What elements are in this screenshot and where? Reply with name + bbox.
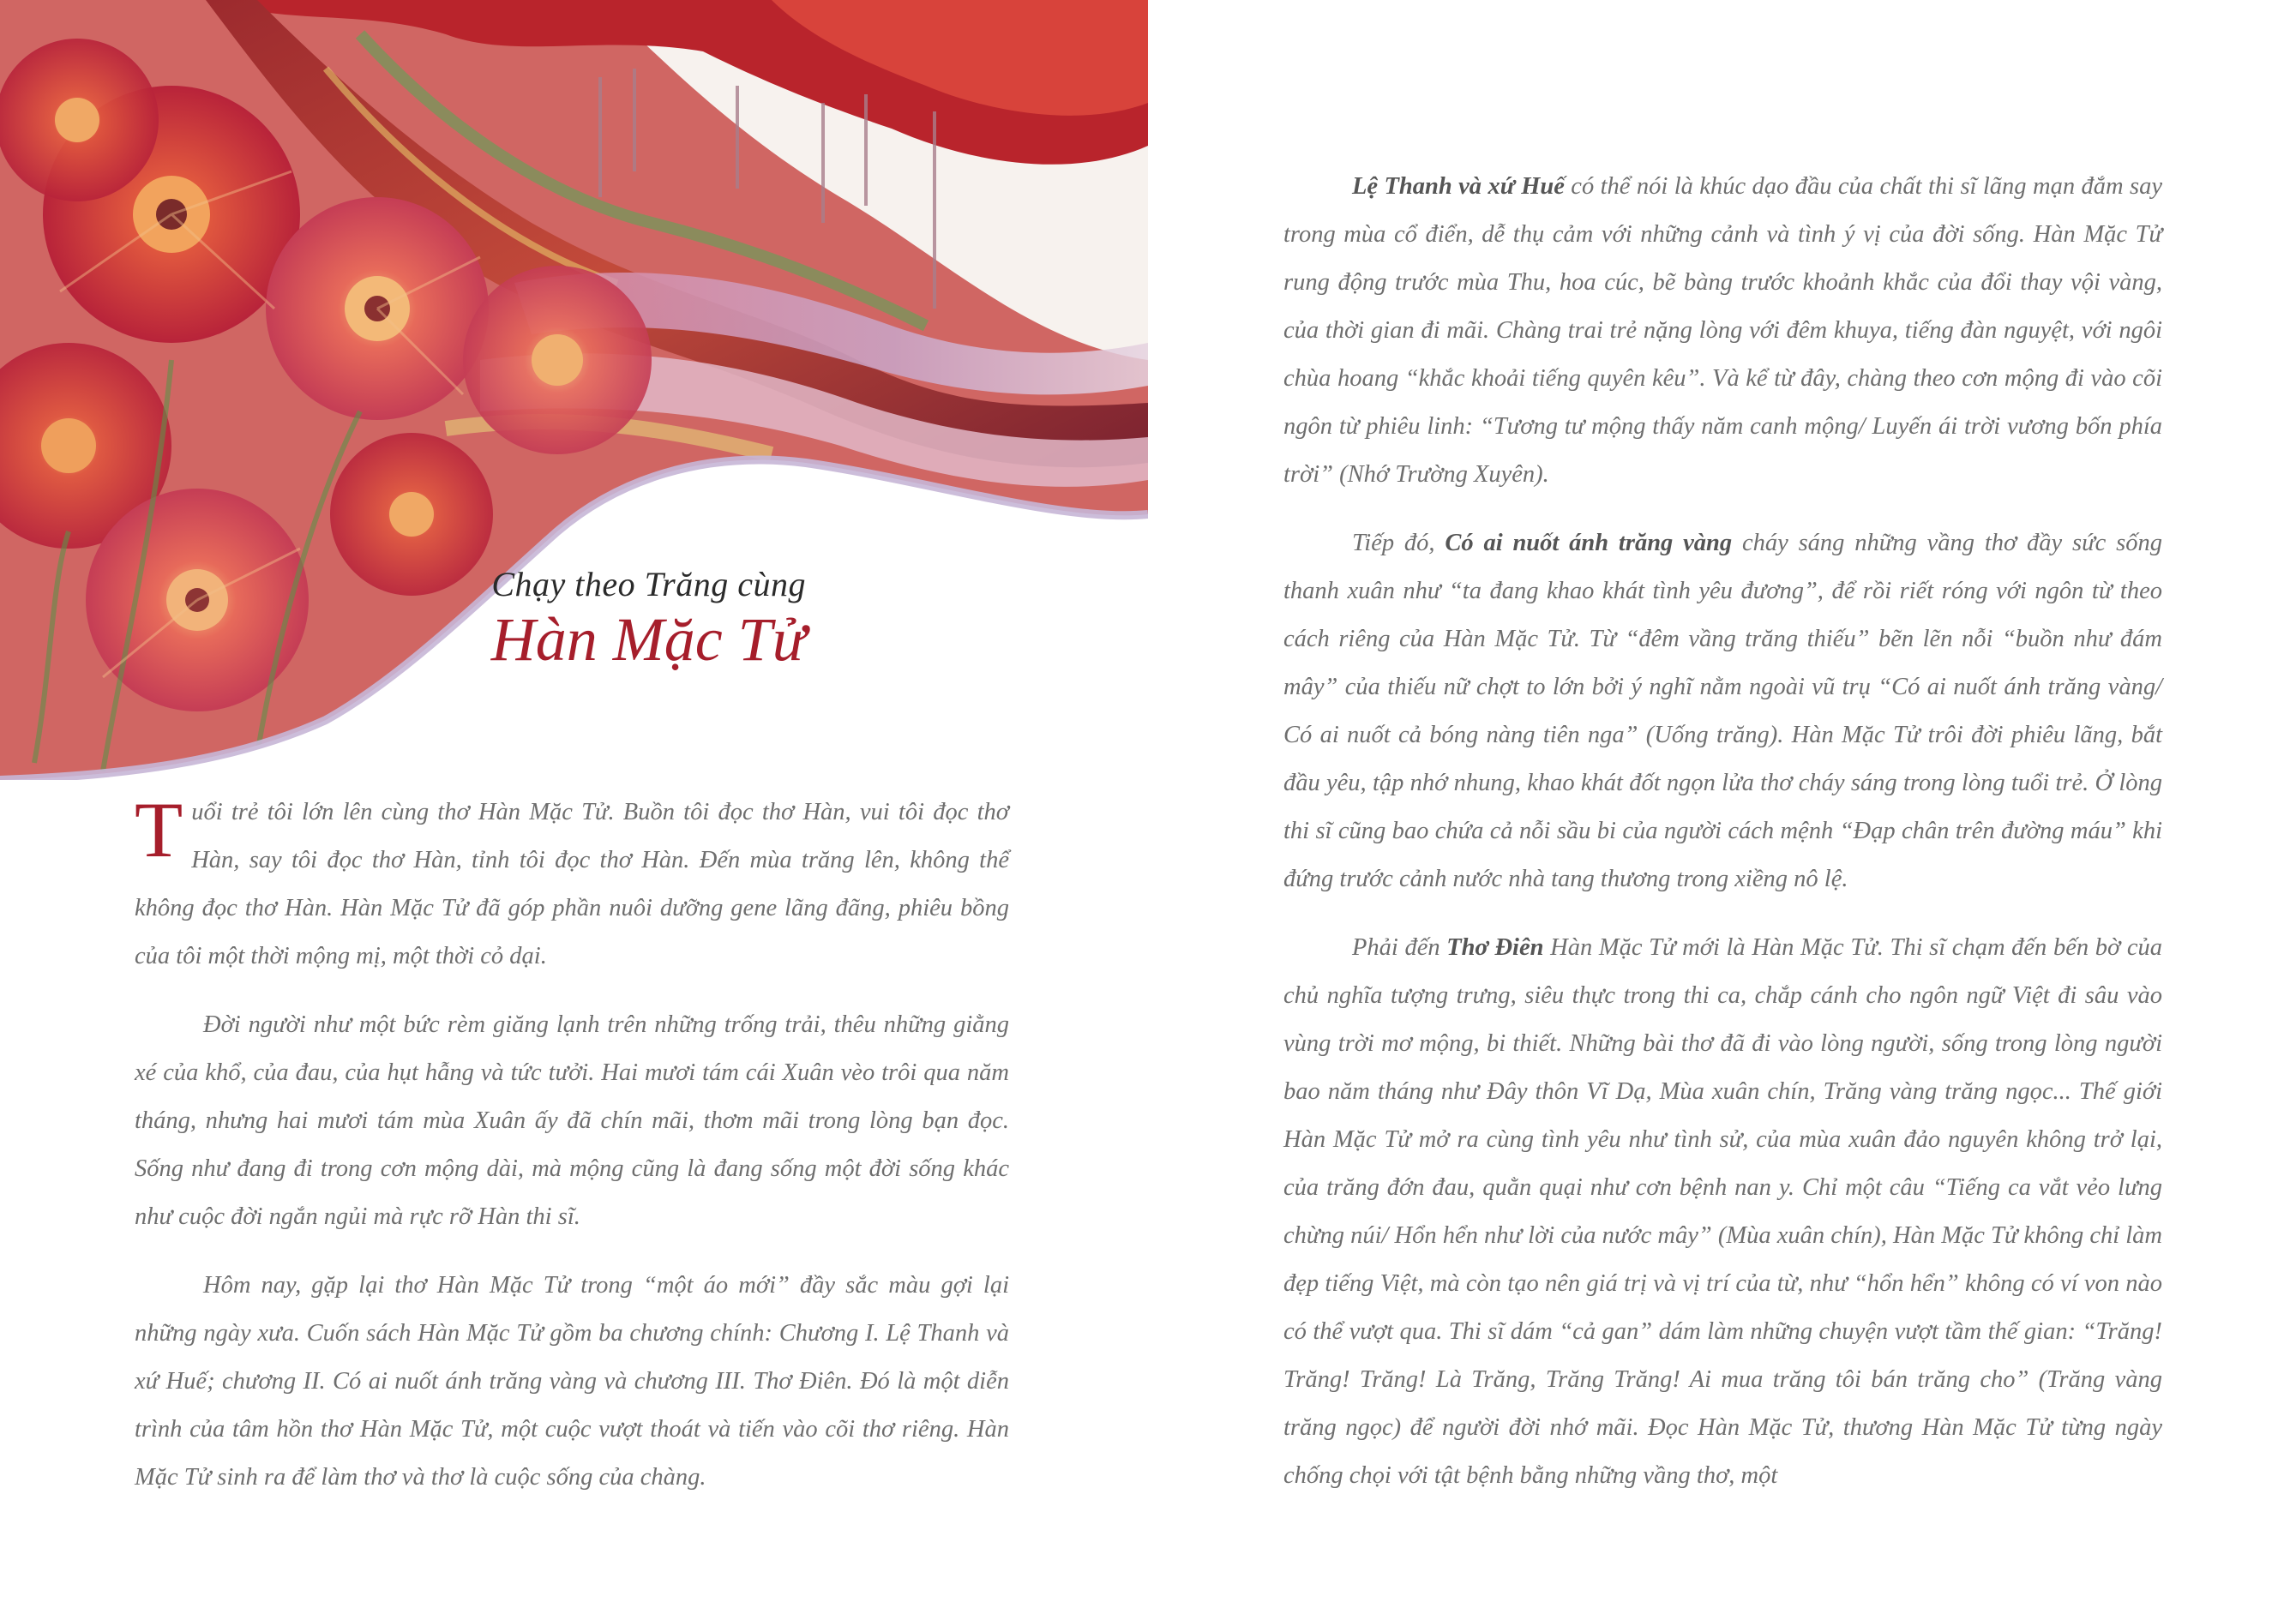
paragraph-4-text: có thể nói là khúc dạo đầu của chất thi sĩ lãng mạn đắm say trong mùa cổ điển, dễ thụ cảm với những cảnh và tình ý vị của đời sống. Hàn Mặc Tử rung động trước mùa Thu, hoa cúc, bẽ bàng trước khoảnh khắc của đổi thay vội vàng, của thời gian đi mãi. Chàng trai trẻ nặng lòng với đêm khuya, tiếng đàn nguyệt, với ngôi chùa hoang “khắc khoải tiếng quyên kêu”. Và kể từ đây, chàng theo cơn mộng đi vào cõi ngôn từ phiêu linh: “Tương tư mộng thấy năm canh mộng/ Luyến ái trời vương bốn phía trời” (Nhớ Trường Xuyên). [1283, 173, 2162, 488]
paragraph-2: Đời người như một bức rèm giăng lạnh trên những trống trải, thêu những giằng xé của khổ, của đau, của hụt hẫng và tức tưởi. Hai mươi tám cái Xuân vèo trôi qua năm tháng, nhưng hai mươi tám mùa Xuân ấy đã chín mãi, thơm mãi trong lòng bạn đọc. Sống như đang đi trong cơn mộng dài, mà mộng cũng là đang sống một đời sống khác như cuộc đời ngắn ngủi mà rực rỡ Hàn thi sĩ. [135, 1011, 1009, 1230]
paragraph-6-pre: Phải đến [1352, 934, 1447, 961]
right-body-text [1283, 163, 2162, 1521]
title-subtitle: Chạy theo Trăng cùng [491, 565, 806, 603]
paragraph-5 [1283, 519, 2162, 903]
paragraph-6-text: Hàn Mặc Tử mới là Hàn Mặc Tử. Thi sĩ chạm đến bến bờ của chủ nghĩa tượng trưng, siêu thực trong thi ca, chắp cánh cho ngôn ngữ Việt đi sâu vào vùng trời mơ mộng, bi thiết. Những bài thơ đã đi vào lòng người, sống trong lòng người bao năm tháng như Đây thôn Vĩ Dạ, Mùa xuân chín, Trăng vàng trăng ngọc... Thế giới Hàn Mặc Tử mở ra cùng tình yêu như tình sử, của mùa xuân đảo nguyên không trở lại, của trăng đớn đau, quằn quại như cơn bệnh nan y. Chỉ một câu “Tiếng ca vắt vẻo lưng chừng núi/ Hổn hển như lời của nước mây” (Mùa xuân chín), Hàn Mặc Tử không chỉ làm đẹp tiếng Việt, mà còn tạo nên giá trị và vị trí của từ, như “hổn hển” không có ví von nào có thể vượt qua. Thi sĩ dám “cả gan” dám làm những chuyện vượt tầm thế gian: “Trăng! Trăng! Trăng! Là Trăng, Trăng Trăng! Ai mua trăng tôi bán trăng cho” (Trăng vàng trăng ngọc) để người đời nhớ mãi. Đọc Hàn Mặc Tử, thương Hàn Mặc Tử từng ngày chống chọi với tật bệnh bằng những vầng thơ, một [1283, 934, 2163, 1489]
paragraph-5-text: cháy sáng những vầng thơ đầy sức sống thanh xuân như “ta đang khao khát tình yêu đương”, để rồi riết róng với ngôn từ theo cách riêng của Hàn Mặc Tử. Từ “đêm vầng trăng thiếu” bẽn lẽn nỗi “buồn như đám mây” của thiếu nữ chợt to lớn bởi ý nghĩ nằm ngoài vũ trụ “Có ai nuốt ánh trăng vàng/ Có ai nuốt cả bóng nàng tiên nga” (Uống trăng). Hàn Mặc Tử trôi đời phiêu lãng, bắt đầu yêu, tập nhớ nhung, khao khát đốt ngọn lửa thơ cháy sáng trong lòng tuổi trẻ. Ở lòng thi sĩ cũng bao chứa cả nỗi sầu bi của người cách mệnh “Đạp chân trên đường máu” khi đứng trước cảnh nước nhà tang thương trong xiềng nô lệ. [1283, 530, 2162, 892]
paragraph-3: Hôm nay, gặp lại thơ Hàn Mặc Tử trong “một áo mới” đầy sắc màu gợi lại những ngày xưa. Cuốn sách Hàn Mặc Tử gồm ba chương chính: Chương I. Lệ Thanh và xứ Huế; chương II. Có ai nuốt ánh trăng vàng và chương III. Thơ Điên. Đó là một diễn trình của tâm hồn thơ Hàn Mặc Tử, một cuộc vượt thoát và tiến vào cõi thơ riêng. Hàn Mặc Tử sinh ra để làm thơ và thơ là cuộc sống của chàng. [135, 1272, 1009, 1491]
paragraph-1-text: uổi trẻ tôi lớn lên cùng thơ Hàn Mặc Tử. Buồn tôi đọc thơ Hàn, vui tôi đọc thơ Hàn, say tôi đọc thơ Hàn, tỉnh tôi đọc thơ Hàn. Đến mùa trăng lên, không thể không đọc thơ Hàn. Hàn Mặc Tử đã góp phần nuôi dưỡng gene lãng đãng, phiêu bồng của tôi một thời mộng mị, một thời cỏ dại. [135, 799, 1009, 969]
emphasis-co-ai: Có ai nuốt ánh trăng vàng [1445, 530, 1733, 556]
left-body-text [135, 786, 1009, 1522]
drop-cap: T [135, 786, 183, 873]
emphasis-tho-dien: Thơ Điên [1446, 934, 1544, 961]
paragraph-4 [1283, 163, 2162, 499]
emphasis-le-thanh: Lệ Thanh và xứ Huế [1352, 173, 1565, 200]
paragraph-1 [135, 786, 1009, 981]
paragraph-5-pre: Tiếp đó, [1352, 530, 1446, 556]
paragraph-6 [1283, 924, 2162, 1500]
chapter-title-block [326, 564, 806, 674]
title-main: Hàn Mặc Tử [490, 605, 806, 674]
right-page [1148, 0, 2296, 1620]
